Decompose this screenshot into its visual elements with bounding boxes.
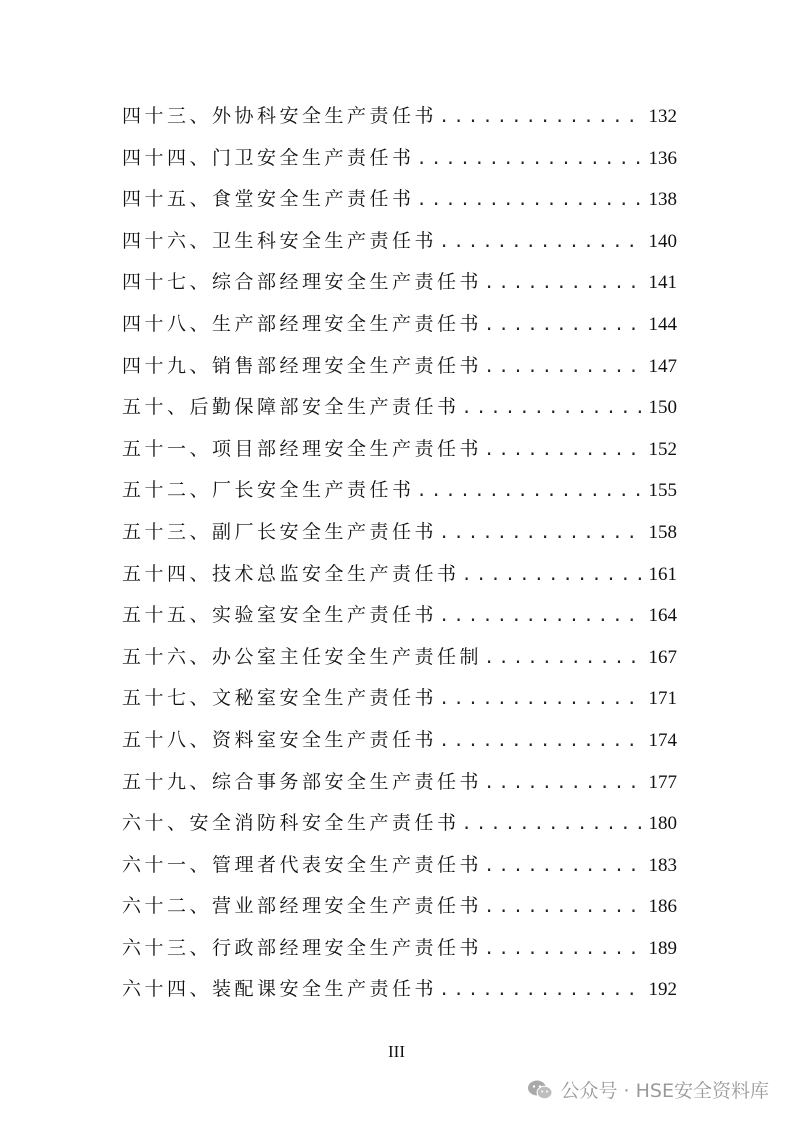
- toc-entry-title: 五十六、办公室主任安全生产责任制: [122, 645, 483, 668]
- toc-dot-leader: [484, 929, 640, 971]
- toc-entry-page: 150: [648, 397, 677, 419]
- toc-dot-leader: [439, 222, 640, 264]
- toc-entry-title: 五十五、实验室安全生产责任书: [122, 604, 438, 627]
- toc-dot-leader: [484, 430, 640, 472]
- toc-entry-page: 177: [648, 771, 677, 793]
- toc-entry-title: 六十、安全消防科安全生产责任书: [122, 812, 460, 835]
- toc-entry-page: 180: [648, 813, 677, 835]
- toc-entry: [122, 304, 677, 346]
- toc-entry-title: 四十五、食堂安全生产责任书: [122, 188, 415, 211]
- toc-entry-title: 四十三、外协科安全生产责任书: [122, 105, 438, 127]
- toc-entry: [122, 720, 677, 762]
- toc-entry-page: 141: [648, 272, 677, 294]
- toc-entry-title: 六十三、行政部经理安全生产责任书: [122, 936, 483, 959]
- toc-entry: [122, 221, 677, 263]
- toc-entry-page: 140: [648, 230, 677, 252]
- watermark-text: 公众号 · HSE安全资料库: [560, 1080, 769, 1102]
- toc-entry-page: 183: [648, 854, 677, 876]
- toc-entry-page: 192: [648, 979, 677, 1001]
- toc-dot-leader: [439, 513, 640, 555]
- page-number: III: [388, 1042, 405, 1061]
- toc-entry: [122, 470, 677, 512]
- toc-dot-leader: [484, 263, 640, 305]
- toc-entry: [122, 845, 677, 887]
- toc-entry: [122, 762, 677, 804]
- toc-entry-title: 六十二、营业部经理安全生产责任书: [122, 895, 483, 918]
- toc-entry-title: 四十四、门卫安全生产责任书: [122, 146, 415, 169]
- toc-entry: [122, 886, 677, 928]
- toc-entry: [122, 512, 677, 554]
- toc-entry-title: 四十六、卫生科安全生产责任书: [122, 229, 438, 252]
- toc-entry: [122, 637, 677, 679]
- toc-entry-page: 144: [648, 313, 677, 335]
- toc-dot-leader: [417, 471, 641, 513]
- toc-entry-page: 171: [648, 688, 677, 710]
- toc-entry-page: 189: [648, 937, 677, 959]
- toc-entry: [122, 96, 677, 138]
- toc-entry-title: 五十七、文秘室安全生产责任书: [122, 687, 438, 710]
- toc-dot-leader: [439, 679, 640, 721]
- toc-entry-page: 161: [648, 563, 677, 585]
- toc-dot-leader: [484, 763, 640, 805]
- toc-dot-leader: [439, 970, 640, 1012]
- toc-entry-page: 167: [648, 646, 677, 668]
- toc-entry: [122, 928, 677, 970]
- toc-entry-page: 136: [648, 147, 677, 169]
- toc-dot-leader: [484, 305, 640, 347]
- toc-entry-title: 六十四、装配课安全生产责任书: [122, 978, 438, 1001]
- toc-entry-title: 四十七、综合部经理安全生产责任书: [122, 271, 483, 294]
- toc-entry-page: 186: [648, 896, 677, 918]
- toc-entry-title: 五十一、项目部经理安全生产责任书: [122, 437, 483, 460]
- toc-dot-leader: [484, 887, 640, 929]
- toc-entry-page: 132: [648, 106, 677, 127]
- toc-entry-page: 158: [648, 521, 677, 543]
- toc-dot-leader: [439, 97, 640, 139]
- toc-entry-title: 四十八、生产部经理安全生产责任书: [122, 312, 483, 335]
- toc-entry: [122, 595, 677, 637]
- toc-entry-title: 五十、后勤保障部安全生产责任书: [122, 396, 460, 419]
- toc-entry-title: 六十一、管理者代表安全生产责任书: [122, 853, 483, 876]
- toc-dot-leader: [462, 555, 641, 597]
- toc-dot-leader: [462, 388, 641, 430]
- toc-entry: [122, 678, 677, 720]
- toc-dot-leader: [439, 596, 640, 638]
- toc-entry-page: 138: [648, 189, 677, 211]
- toc-entry-page: 164: [648, 605, 677, 627]
- toc-entry: [122, 429, 677, 471]
- toc-entry: [122, 262, 677, 304]
- toc-entry: [122, 969, 677, 1011]
- toc-entry: [122, 803, 677, 845]
- toc-dot-leader: [439, 721, 640, 763]
- toc-dot-leader: [417, 180, 641, 222]
- toc-dot-leader: [484, 347, 640, 389]
- toc-entry-page: 152: [648, 438, 677, 460]
- toc-entry: [122, 554, 677, 596]
- toc-dot-leader: [462, 804, 641, 846]
- toc-entry-page: 155: [648, 480, 677, 502]
- toc-entry: [122, 387, 677, 429]
- toc-entry-title: 五十八、资料室安全生产责任书: [122, 728, 438, 751]
- toc-dot-leader: [484, 638, 640, 680]
- watermark: [527, 1076, 769, 1103]
- toc-entry: [122, 346, 677, 388]
- table-of-contents: [122, 96, 677, 1011]
- toc-entry-title: 五十九、综合事务部安全生产责任书: [122, 770, 483, 793]
- toc-entry-page: 147: [648, 355, 677, 377]
- toc-entry: [122, 138, 677, 180]
- toc-entry-title: 四十九、销售部经理安全生产责任书: [122, 354, 483, 377]
- toc-dot-leader: [484, 846, 640, 888]
- toc-entry-title: 五十二、厂长安全生产责任书: [122, 479, 415, 502]
- toc-entry-title: 五十三、副厂长安全生产责任书: [122, 520, 438, 543]
- toc-dot-leader: [417, 139, 641, 181]
- toc-entry: [122, 179, 677, 221]
- toc-entry-title: 五十四、技术总监安全生产责任书: [122, 562, 460, 585]
- wechat-icon: [527, 1079, 553, 1101]
- toc-entry-page: 174: [648, 729, 677, 751]
